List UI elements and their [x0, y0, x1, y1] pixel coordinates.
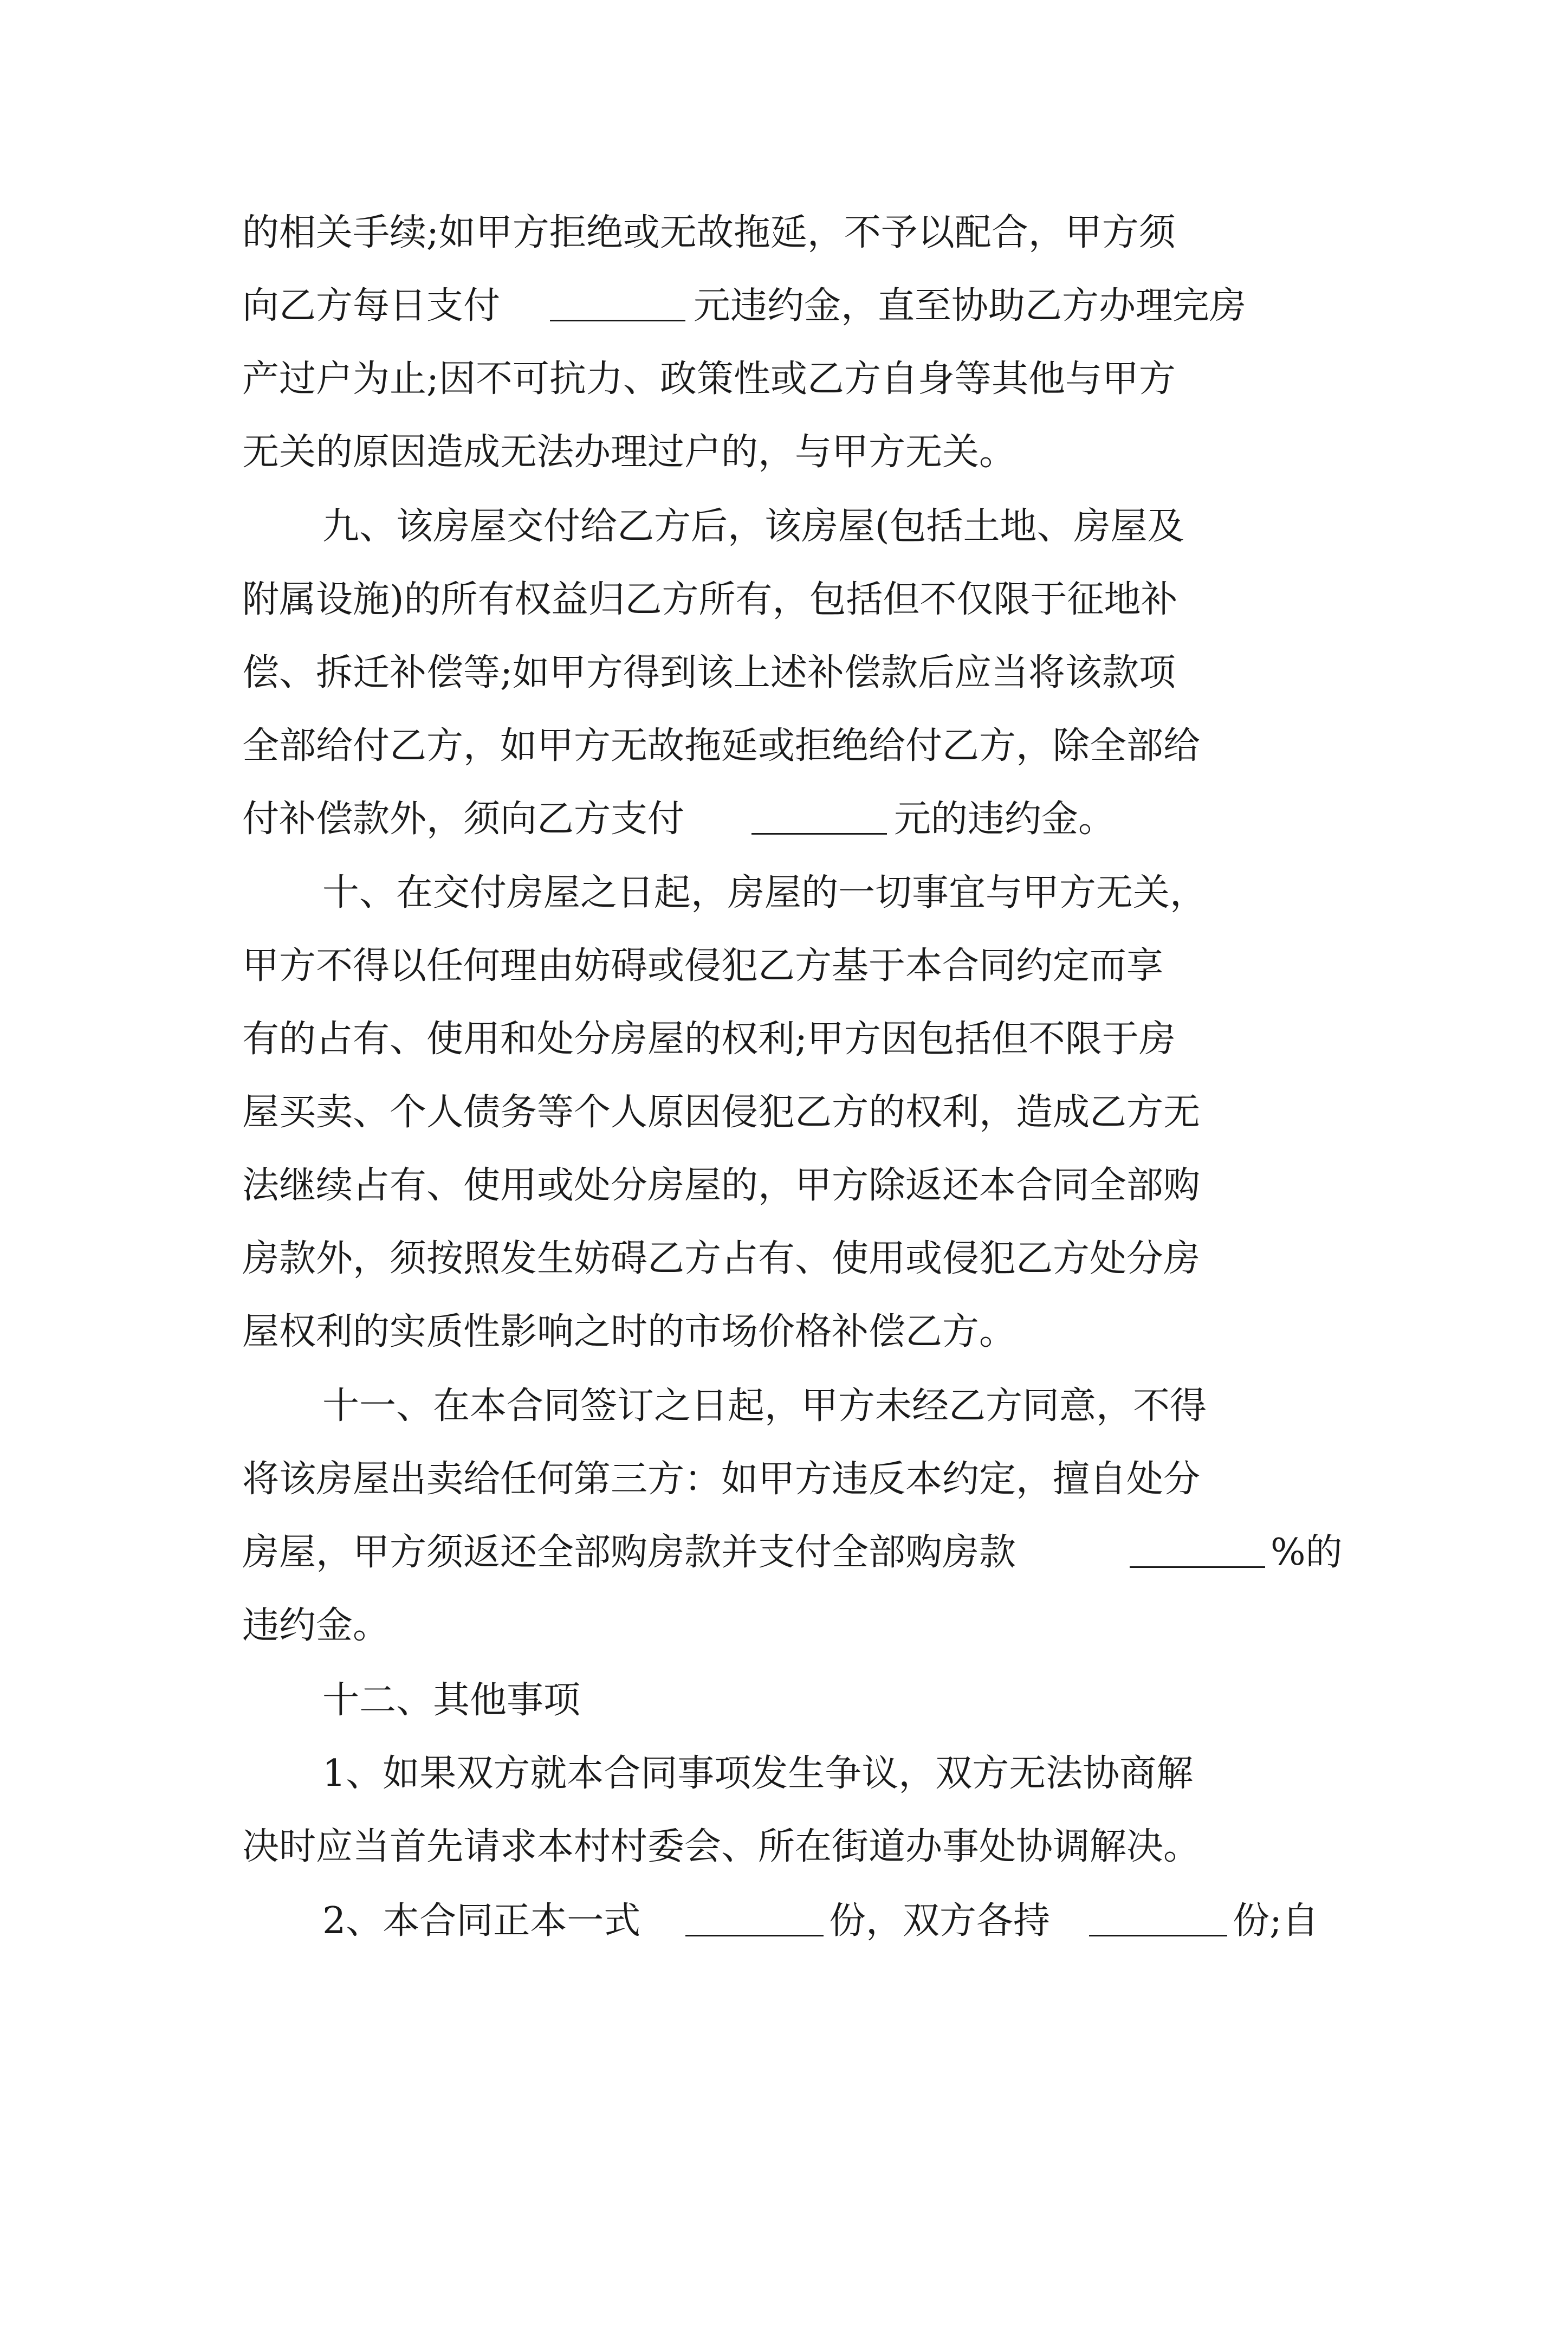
- line-text: 十二、其他事项: [322, 1679, 581, 1722]
- line-text: 的相关手续;如甲方拒绝或无故拖延，不予以配合，甲方须: [242, 211, 1176, 254]
- text-line: [0, 1080, 1568, 1145]
- line-text: 份，双方各持: [829, 1900, 1051, 1942]
- text-line: [0, 1889, 1568, 1954]
- line-text: 份;自: [1233, 1900, 1319, 1942]
- text-line: [0, 1374, 1568, 1439]
- text-line: [0, 1593, 1568, 1658]
- line-text: 附属设施)的所有权益归乙方所有，包括但不仅限于征地补: [242, 578, 1178, 621]
- text-line: [0, 274, 1568, 339]
- text-line: [0, 714, 1568, 779]
- fill-blank: [550, 320, 685, 321]
- line-text: 房款外，须按照发生妨碍乙方占有、使用或侵犯乙方处分房: [242, 1237, 1201, 1280]
- line-text: 九、该房屋交付给乙方后，该房屋(包括土地、房屋及: [322, 505, 1184, 548]
- text-line: [0, 1814, 1568, 1880]
- text-line: [0, 787, 1568, 852]
- line-text: 产过户为止;因不可抗力、政策性或乙方自身等其他与甲方: [242, 358, 1176, 401]
- line-text: 元的违约金。: [894, 798, 1116, 841]
- text-line: [0, 1741, 1568, 1806]
- text-line: [0, 934, 1568, 999]
- text-line: [0, 494, 1568, 559]
- line-text: 房屋，甲方须返还全部购房款并支付全部购房款: [242, 1531, 1016, 1574]
- line-text: 无关的原因造成无法办理过户的，与甲方无关。: [242, 431, 1016, 474]
- line-text: 决时应当首先请求本村村委会、所在街道办事处协调解决。: [242, 1825, 1201, 1868]
- line-text: 有的占有、使用和处分房屋的权利;甲方因包括但不限于房: [242, 1018, 1176, 1061]
- line-text: 法继续占有、使用或处分房屋的，甲方除返还本合同全部购: [242, 1164, 1201, 1207]
- line-text: 元违约金，直至协助乙方办理完房: [694, 285, 1247, 327]
- text-line: [0, 347, 1568, 412]
- line-text: 违约金。: [242, 1604, 390, 1647]
- text-line: [0, 1447, 1568, 1512]
- text-line: [0, 1300, 1568, 1365]
- text-line: [0, 1668, 1568, 1733]
- fill-blank: [1130, 1566, 1265, 1568]
- line-text: 2、本合同正本一式: [322, 1900, 641, 1942]
- line-text: 全部给付乙方，如甲方无故拖延或拒绝给付乙方，除全部给: [242, 725, 1201, 767]
- line-text: 向乙方每日支付: [242, 285, 501, 327]
- line-text: 付补偿款外，须向乙方支付: [242, 798, 685, 841]
- text-line: [0, 1007, 1568, 1072]
- text-line: [0, 861, 1568, 926]
- line-text: 1、如果双方就本合同事项发生争议，双方无法协商解: [322, 1752, 1194, 1795]
- text-line: [0, 1226, 1568, 1292]
- fill-blank: [685, 1935, 824, 1936]
- text-line: [0, 567, 1568, 632]
- line-text: 将该房屋出卖给任何第三方：如甲方违反本约定，擅自处分: [242, 1458, 1201, 1501]
- line-text: 十、在交付房屋之日起，房屋的一切事宜与甲方无关，: [322, 871, 1207, 914]
- line-text: 屋权利的实质性影响之时的市场价格补偿乙方。: [242, 1310, 1016, 1353]
- line-text: %的: [1271, 1531, 1343, 1574]
- line-text: 偿、拆迁补偿等;如甲方得到该上述补偿款后应当将该款项: [242, 651, 1176, 694]
- text-line: [0, 1153, 1568, 1218]
- text-line: [0, 1520, 1568, 1585]
- text-line: [0, 641, 1568, 706]
- fill-blank: [1089, 1935, 1227, 1936]
- line-text: 甲方不得以任何理由妨碍或侵犯乙方基于本合同约定而享: [242, 945, 1164, 987]
- line-text: 十一、在本合同签订之日起，甲方未经乙方同意，不得: [322, 1385, 1207, 1428]
- fill-blank: [751, 833, 887, 835]
- text-line: [0, 201, 1568, 266]
- text-line: [0, 420, 1568, 485]
- line-text: 屋买卖、个人债务等个人原因侵犯乙方的权利，造成乙方无: [242, 1091, 1201, 1134]
